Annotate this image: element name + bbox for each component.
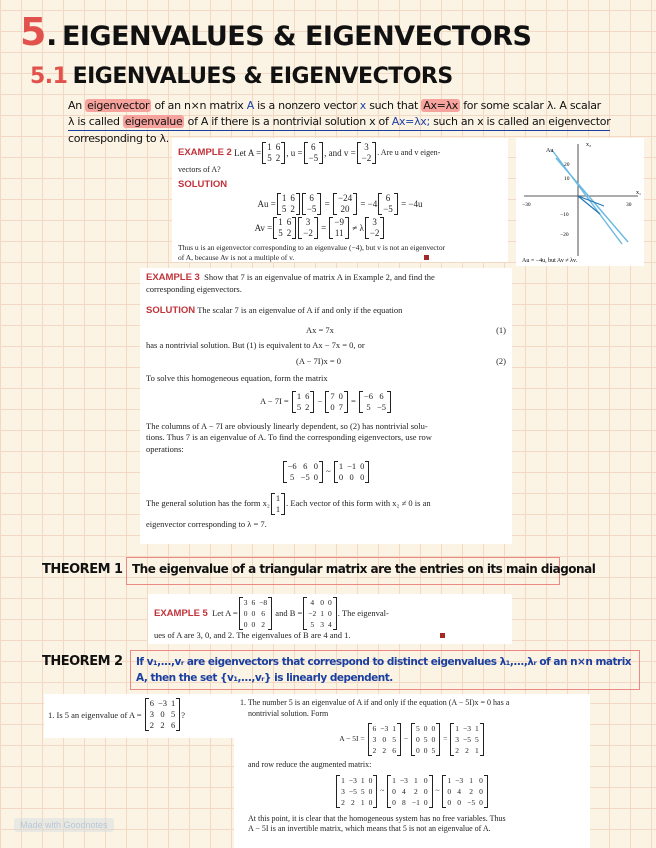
cell: −3 bbox=[157, 698, 167, 708]
cell: −3 bbox=[462, 724, 471, 733]
ex3-eq2-num: (2) bbox=[496, 355, 506, 366]
ex2-text: Let A = bbox=[234, 148, 262, 158]
cell: −3 bbox=[399, 775, 408, 785]
cell: 0 bbox=[423, 797, 428, 807]
vector-Av-arrow bbox=[578, 196, 604, 206]
cell: 20 bbox=[340, 204, 350, 214]
cell: 5 bbox=[431, 746, 436, 755]
end-square-icon bbox=[440, 633, 445, 638]
ex2-text: of A, because Av is not a multiple of v. bbox=[178, 253, 295, 262]
ex2-text: , u = bbox=[286, 148, 303, 158]
def-text: Ax=λx; bbox=[391, 115, 430, 128]
ex3-text: The general solution has the form x₂ bbox=[146, 498, 270, 509]
ex3-text: Show that 7 is an eigenvalue of matrix A in Example 2, and find the bbox=[204, 272, 435, 282]
cell: 4 bbox=[402, 786, 406, 796]
cell: −5 bbox=[300, 472, 310, 482]
ex3-text: The columns of A − 7I are obviously linearly dependent, so (2) has nontrivial solu- bbox=[146, 420, 428, 431]
cell: 1 bbox=[474, 746, 479, 755]
ex5-text: and B = bbox=[275, 608, 303, 618]
ex3-text: tions. Thus 7 is an eigenvalue of A. To find the corresponding eigenvectors, use row bbox=[146, 432, 432, 442]
cell: 1 bbox=[281, 193, 287, 203]
cell: −3 bbox=[348, 775, 357, 785]
ex3-eq2: (A − 7I)x = 0 bbox=[296, 355, 341, 366]
cell: 0 bbox=[338, 472, 344, 482]
end-square-icon bbox=[424, 255, 429, 260]
cell: 6 bbox=[372, 724, 377, 733]
cell: 2 bbox=[149, 720, 154, 730]
cell: 0 bbox=[313, 472, 318, 482]
cell: −2 bbox=[369, 228, 380, 238]
cell: 0 bbox=[479, 797, 483, 807]
cell: 1 bbox=[275, 504, 281, 514]
ex5-text: ues of A are 3, 0, and 2. The eigenvalues of B are 4 and 1. bbox=[154, 630, 351, 640]
section-title bbox=[30, 64, 453, 89]
cell: −5 bbox=[306, 204, 317, 214]
cell: 1 bbox=[474, 724, 479, 733]
ex3-text: operations: bbox=[146, 443, 184, 454]
cell: 5 bbox=[296, 401, 302, 412]
chapter-title: 5. EIGENVALUES & EIGENVECTORS bbox=[20, 10, 532, 54]
cell: 4 bbox=[310, 598, 315, 607]
cell: 0 bbox=[447, 786, 452, 796]
section-number: 5.1 bbox=[30, 64, 68, 89]
example2-label: EXAMPLE 2 bbox=[178, 147, 232, 158]
cell: 0 bbox=[447, 797, 452, 807]
matrix-A-triangular bbox=[239, 597, 272, 630]
augmented-matrix-2 bbox=[387, 775, 432, 808]
cell: 0 bbox=[368, 786, 373, 796]
cell: 1 bbox=[360, 797, 365, 807]
graph-caption: Au = −4u, but Av ≠ λv. bbox=[522, 258, 578, 264]
ex3-text: To solve this homogeneous equation, form the matrix bbox=[146, 373, 328, 383]
cell: 3 bbox=[372, 735, 377, 744]
cell: 0 bbox=[423, 775, 428, 785]
example5-label: EXAMPLE 5 bbox=[154, 608, 208, 619]
cell: 6 bbox=[290, 193, 295, 203]
cell: 6 bbox=[309, 193, 314, 203]
cell: −1 bbox=[411, 797, 420, 807]
label-Au: Au bbox=[546, 148, 554, 154]
exercise-question-end: ? bbox=[181, 709, 186, 720]
ex3-text: has a nontrivial solution. But (1) is equivalent to Ax − 7x = 0, or bbox=[146, 340, 365, 350]
vector-u-line bbox=[556, 158, 628, 242]
cell: 5 bbox=[360, 786, 365, 796]
cell: 0 bbox=[415, 735, 420, 744]
matrix-result bbox=[359, 391, 391, 413]
cell: 6 bbox=[305, 390, 310, 401]
cell: 5 bbox=[366, 401, 371, 412]
cell: 3 bbox=[243, 598, 248, 607]
cell: 3 bbox=[305, 217, 311, 227]
eq-text: = −4 bbox=[360, 199, 378, 209]
tick-y: 10 bbox=[564, 176, 570, 182]
cell: −9 bbox=[334, 217, 344, 227]
ex3-text: . Each vector of this form with x₂ ≠ 0 is an bbox=[286, 498, 431, 509]
cell: 0 bbox=[457, 797, 462, 807]
cell: 1 bbox=[296, 390, 302, 401]
cell: −3 bbox=[380, 724, 389, 733]
cell: −24 bbox=[338, 193, 353, 203]
cell: 3 bbox=[372, 217, 377, 227]
example5-clip bbox=[148, 594, 512, 644]
ex3-text: The scalar 7 is an eigenvalue of A if and only if the equation bbox=[197, 305, 403, 315]
cell: 6 bbox=[286, 217, 292, 227]
cell: 0 bbox=[243, 620, 248, 629]
cell: 1 bbox=[413, 775, 418, 785]
eigenvector-graph bbox=[516, 138, 644, 266]
cell: 0 bbox=[251, 609, 256, 618]
def-text: of an n×n matrix bbox=[154, 99, 244, 112]
def-text: An bbox=[68, 99, 82, 112]
cell: 2 bbox=[372, 746, 377, 755]
answer-text: At this point, it is clear that the homogeneous system has no free variables. Thus bbox=[248, 813, 506, 823]
cell: 1 bbox=[278, 217, 283, 227]
cell: 3 bbox=[364, 142, 369, 152]
ex5-text: . The eigenval- bbox=[337, 608, 389, 618]
a-minus-7i-equation: A − 7I = 1 5 6 2 − 7 0 0 7 = −6 5 6 −5 bbox=[146, 391, 506, 413]
cell: 6 bbox=[392, 746, 396, 755]
cell: 5 bbox=[310, 620, 315, 629]
cell: 0 bbox=[479, 786, 483, 796]
eq-text: = −4u bbox=[401, 199, 423, 209]
cell: 1 bbox=[447, 775, 452, 785]
eq-text: Au = bbox=[257, 199, 276, 209]
exercise-matrix bbox=[145, 698, 181, 731]
def-text: corresponding to λ. bbox=[68, 132, 169, 145]
eq-text: A − 5I = bbox=[339, 734, 365, 744]
vector-Au-line bbox=[552, 150, 622, 244]
theorem1-label: THEOREM 1 bbox=[42, 562, 123, 577]
answer-clip bbox=[234, 694, 590, 848]
cell: 1 bbox=[341, 775, 345, 785]
cell: −2 bbox=[361, 153, 372, 163]
augmented-matrix-1 bbox=[336, 775, 377, 808]
answer-text: and row reduce the augmented matrix: bbox=[248, 760, 372, 769]
eq-text: A − 7I = bbox=[259, 395, 289, 406]
cell: 0 bbox=[360, 461, 365, 471]
ex3-text: corresponding eigenvectors. bbox=[146, 283, 242, 294]
av-equation: Av = 1 5 6 2 3 −2 = −9 11 ≠ λ 3 −2 bbox=[178, 217, 462, 239]
cell: 0 bbox=[338, 390, 343, 401]
cell: 6 bbox=[275, 142, 281, 152]
cell: −5 bbox=[467, 797, 476, 807]
row-reduction: −6 5 6 −5 0 0 ~ 1 0 −1 0 0 0 bbox=[146, 461, 506, 483]
answer-text: 1. The number 5 is an eigenvalue of A if and only if the equation (A − 5I)x = 0 has a bbox=[240, 698, 510, 707]
cell: 0 bbox=[320, 598, 325, 607]
cell: 0 bbox=[415, 746, 420, 755]
cell: 6 bbox=[149, 698, 154, 708]
au-result bbox=[333, 193, 357, 215]
cell: −6 bbox=[363, 390, 373, 401]
def-text: λ is called bbox=[68, 115, 120, 128]
cell: 0 bbox=[160, 709, 165, 719]
cell: 0 bbox=[349, 472, 354, 482]
cell: 2 bbox=[275, 153, 281, 163]
example3-clip bbox=[140, 268, 512, 544]
cell: 0 bbox=[423, 786, 428, 796]
cell: 0 bbox=[251, 620, 256, 629]
matrix-result bbox=[450, 723, 483, 756]
theorem2-line1: If v₁,...,vᵣ are eigenvectors that correspond to distinct eigenvalues λ₁,...,λᵣ of an n×n matrix bbox=[136, 656, 632, 668]
cell: −5 bbox=[308, 153, 319, 163]
cell: 1 bbox=[275, 493, 281, 503]
cell: 0 bbox=[368, 797, 373, 807]
cell: −3 bbox=[455, 775, 464, 785]
cell: −5 bbox=[383, 204, 393, 214]
cell: −2 bbox=[303, 228, 313, 238]
tick-x: 30 bbox=[626, 202, 632, 208]
cell: 1 bbox=[320, 609, 325, 618]
a-minus-5i-equation: A − 5I = 6 3 2 −3 0 2 1 5 6 − 5 0 0 0 5 0 0 0 5 = 1 3 2 −3 −5 2 1 5 1 bbox=[240, 723, 584, 756]
cell: 2 bbox=[382, 746, 387, 755]
cell: 0 bbox=[330, 401, 335, 412]
cell: 5 bbox=[415, 724, 420, 733]
cell: 1 bbox=[392, 724, 396, 733]
cell: 6 bbox=[303, 461, 308, 471]
cell: 0 bbox=[392, 786, 396, 796]
cell: 2 bbox=[290, 204, 295, 214]
cell: 0 bbox=[328, 609, 332, 618]
example3-label: EXAMPLE 3 bbox=[146, 272, 200, 283]
cell: 0 bbox=[243, 609, 248, 618]
cell: 6 bbox=[385, 193, 391, 203]
ex3-eq1: Ax = 7x bbox=[306, 324, 334, 335]
cell: 5 bbox=[290, 472, 295, 482]
cell: 1 bbox=[360, 775, 365, 785]
cell: 4 bbox=[328, 620, 332, 629]
cell: 3 bbox=[320, 620, 325, 629]
exercise-clip bbox=[44, 694, 234, 738]
def-text: such that bbox=[369, 99, 419, 112]
vector-u bbox=[304, 142, 324, 164]
def-text: for some scalar λ. A scalar bbox=[463, 99, 601, 112]
eq-text: Av = bbox=[254, 223, 273, 233]
vector-v bbox=[365, 217, 385, 239]
theorem2-text bbox=[136, 654, 636, 686]
def-text: is a nonzero vector bbox=[257, 99, 357, 112]
cell: 5 bbox=[267, 153, 272, 163]
cell: −8 bbox=[259, 598, 268, 607]
cell: 2 bbox=[341, 797, 345, 807]
cell: 2 bbox=[413, 786, 418, 796]
cell: 1 bbox=[338, 461, 344, 471]
tick-y: −20 bbox=[560, 232, 569, 238]
cell: 5 bbox=[281, 204, 287, 214]
cell: 5 bbox=[278, 228, 283, 238]
example3-solution-label: SOLUTION bbox=[146, 305, 196, 316]
cell: 6 bbox=[170, 720, 176, 730]
ex5-text: Let A = bbox=[212, 608, 238, 618]
matrix-A bbox=[262, 142, 285, 164]
cell: 7 bbox=[330, 390, 335, 401]
cell: 0 bbox=[431, 735, 436, 744]
cell: 11 bbox=[334, 228, 344, 238]
cell: 5 bbox=[474, 735, 479, 744]
cell: 3 bbox=[455, 735, 459, 744]
cell: 2 bbox=[160, 720, 165, 730]
theorem1-text: The eigenvalue of a triangular matrix are the entries on its main diagonal bbox=[132, 562, 596, 576]
answer-row-reduction: 1 3 2 −3 −5 2 1 5 1 0 0 0 ~ 1 0 0 −3 4 8 1 2 −1 0 0 0 ~ 1 0 0 −3 4 0 1 2 −5 0 0 0 bbox=[240, 775, 584, 808]
eq-text: ≠ λ bbox=[352, 223, 364, 233]
av-result bbox=[329, 217, 349, 239]
example2-solution-label: SOLUTION bbox=[178, 179, 228, 190]
chapter-title-text: EIGENVALUES & EIGENVECTORS bbox=[61, 21, 532, 52]
cell: 1 bbox=[469, 775, 474, 785]
cell: 3 bbox=[149, 709, 154, 719]
matrix-A bbox=[292, 391, 315, 413]
general-solution-vector bbox=[271, 493, 285, 515]
cell: 5 bbox=[170, 709, 176, 719]
matrix-B-triangular bbox=[303, 597, 336, 630]
vector-v bbox=[298, 217, 318, 239]
cell: 0 bbox=[382, 735, 387, 744]
cell: 0 bbox=[360, 472, 365, 482]
matrix-7I bbox=[325, 391, 348, 413]
tick-y: −10 bbox=[560, 212, 569, 218]
section-title-text: EIGENVALUES & EIGENVECTORS bbox=[72, 64, 453, 89]
cell: 2 bbox=[286, 228, 292, 238]
cell: 6 bbox=[379, 390, 384, 401]
au-equation: Au = 1 5 6 2 6 −5 = −24 20 = −4 6 −5 = −4u bbox=[257, 193, 423, 214]
cell: 6 bbox=[311, 142, 316, 152]
ex2-conclusion: Thus u is an eigenvector corresponding to an eigenvalue (−4), but v is not an eigenvector bbox=[178, 243, 446, 252]
cell: 2 bbox=[465, 746, 469, 755]
cell: 2 bbox=[305, 401, 310, 412]
cell: 0 bbox=[423, 724, 428, 733]
cell: 1 bbox=[170, 698, 176, 708]
highlight-eigenvalue: eigenvalue bbox=[124, 115, 183, 128]
highlight-eigenvector: eigenvector bbox=[87, 99, 150, 112]
cell: −6 bbox=[287, 461, 297, 471]
cell: −1 bbox=[347, 461, 357, 471]
matrix-A bbox=[368, 723, 401, 756]
cell: 6 bbox=[261, 609, 266, 618]
cell: 0 bbox=[479, 775, 483, 785]
example2-clip bbox=[172, 138, 508, 262]
ex2-text: . Are u and v eigen- bbox=[377, 148, 441, 157]
augmented-matrix-3 bbox=[442, 775, 487, 808]
cell: 1 bbox=[392, 775, 396, 785]
cell: 2 bbox=[261, 620, 266, 629]
answer-text: nontrivial solution. Form bbox=[248, 708, 329, 718]
cell: 5 bbox=[392, 735, 396, 744]
vector-u bbox=[302, 193, 322, 215]
cell: 7 bbox=[338, 401, 343, 412]
ex2-conclusion-2 bbox=[178, 253, 502, 263]
cell: 2 bbox=[455, 746, 459, 755]
theorem2-line2: A, then the set {v₁,...,vᵣ} is linearly dependent. bbox=[136, 672, 393, 684]
cell: 0 bbox=[423, 746, 428, 755]
cell: −2 bbox=[308, 609, 317, 618]
reduced-matrix bbox=[334, 461, 370, 483]
graph-clip bbox=[516, 138, 644, 266]
answer-text: A − 5I is an invertible matrix, which means that 5 is not an eigenvalue of A. bbox=[248, 824, 491, 833]
cell: 0 bbox=[368, 775, 373, 785]
cell: 0 bbox=[392, 797, 396, 807]
tick-y: 20 bbox=[564, 162, 570, 168]
cell: 5 bbox=[423, 735, 428, 744]
cell: 4 bbox=[457, 786, 462, 796]
highlight-equation: Ax=λx bbox=[423, 99, 459, 112]
label-x2: x₂ bbox=[586, 142, 592, 148]
tick-x: −30 bbox=[522, 202, 531, 208]
label-x1: x₁ bbox=[636, 190, 642, 196]
cell: 2 bbox=[350, 797, 355, 807]
cell: −5 bbox=[462, 735, 471, 744]
matrix-A bbox=[273, 217, 296, 239]
vector-v bbox=[357, 142, 377, 164]
augmented-matrix bbox=[283, 461, 323, 483]
exercise-question: 1. Is 5 an eigenvalue of A = bbox=[48, 709, 142, 720]
chapter-number: 5 bbox=[20, 10, 46, 54]
ex3-eq1-num: (1) bbox=[496, 324, 506, 335]
ex2-text: vectors of A? bbox=[178, 165, 221, 174]
cell: 2 bbox=[469, 786, 474, 796]
cell: 6 bbox=[251, 598, 256, 607]
ex3-text: eigenvector corresponding to λ = 7. bbox=[146, 519, 267, 529]
matrix-5I bbox=[411, 723, 440, 756]
cell: 0 bbox=[328, 598, 332, 607]
cell: 0 bbox=[431, 724, 436, 733]
cell: 8 bbox=[402, 797, 406, 807]
ex2-text: , and v = bbox=[324, 148, 356, 158]
theorem2-label: THEOREM 2 bbox=[42, 654, 123, 669]
def-text: x bbox=[359, 99, 366, 112]
cell: 0 bbox=[313, 461, 318, 471]
cell: −5 bbox=[376, 401, 387, 412]
def-text: A bbox=[246, 99, 254, 112]
vector-u bbox=[378, 193, 398, 215]
cell: −5 bbox=[348, 786, 357, 796]
def-text: of A if there is a nontrivial solution x of bbox=[187, 115, 389, 128]
def-text: such an x is called an eigenvector bbox=[433, 115, 611, 128]
cell: 3 bbox=[341, 786, 345, 796]
cell: 1 bbox=[455, 724, 459, 733]
goodnotes-watermark: Made with Goodnotes bbox=[14, 818, 114, 832]
cell: 1 bbox=[267, 142, 272, 152]
matrix-A bbox=[277, 193, 300, 215]
